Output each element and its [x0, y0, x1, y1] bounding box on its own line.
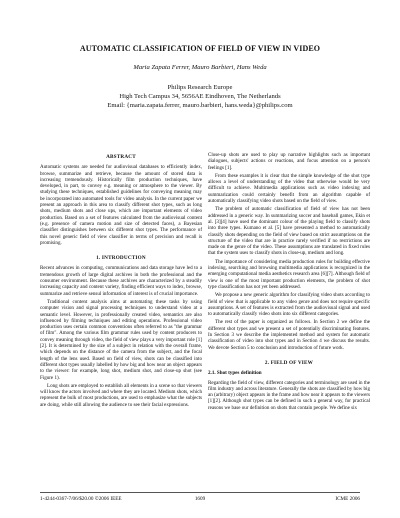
intro-paragraph: From these examples it is clear that the simple knowledge of the shot type allows a level of understanding of the video that otherwise would be very difficult to achieve. Multimedia applications such as video indexing and summarization could certainly benefit from an algorithm capable of automatically classifying video shots based on the field of view.	[208, 172, 370, 205]
page-footer	[40, 492, 360, 502]
footer-page-number: 1609	[194, 496, 206, 502]
section-paragraph: Regarding the field of view, different categories and terminology are used in the film industry and across literature. Generally the shots are classified by how big an (arbitrary) object appears in the frame and how near it appears to the viewers [1][2]. Although shot types can be defined in such a general way, for practical reasons we base our definition on shots that contain people. We define six	[208, 379, 370, 411]
intro-paragraph: The importance of considering media production rules for building effective indexing, searching and browsing multimedia applications is recognized in the emerging computational media aesthetics research area [6][7]. Although field of view is one of the most important production elements, the problem of shot type classification has not yet been addressed.	[208, 258, 370, 290]
introduction-heading: 1. INTRODUCTION	[96, 255, 146, 262]
footer-conference: ICME 2006	[335, 496, 360, 502]
right-column	[208, 152, 370, 413]
intro-paragraph: Close-up shots are used to play up narrative highlights such as important dialogues, subjects' actions or reactions, and focus attention on a person's feelings [1].	[208, 152, 370, 171]
affiliation-email: Email: {maria.zapata.ferrer, mauro.barbieri, hans.weda}@philips.com	[107, 102, 293, 109]
affiliation-org: Philips Research Europe	[167, 84, 233, 91]
affiliation-block	[0, 83, 400, 110]
intro-paragraph: The rest of the paper is organized as follows. In Section 2 we define the different shot types and we present a set of potentially discriminating features. In Section 3 we describe the implemented method and system for automatic classification of video into shot types and in Section 4 we discuss the results. We devote Section 5 to conclusion and introduction of future work.	[208, 319, 370, 351]
left-column	[40, 152, 202, 410]
abstract-text: Automatic systems are needed for audiovisual databases to efficiently index, browse, summarize and retrieve, because the amount of stored data is increasing tremendously. Historically film production techniques, have developed, in part, to convey e.g. meaning or atmosphere to the viewer. By studying these techniques, established guidelines for conveying meaning may be incorporated into automated tools for video analysis. In the current paper we present an approach in this area to classify different shot types, such as long shots, medium shots and close ups, which are important elements of video production. Based on a set of features calculated from the audiovisual content (e.g. presence of camera motion and size of detected faces), a Bayesian classifier distinguishes between six different shot types. The performance of this novel generic field of view classifier in terms of precision and recall is promising.	[40, 164, 202, 246]
intro-paragraph: The problem of automatic classification of field of view has not been addressed in a generic way. In summarizing soccer and baseball games, Ekin et al. [3][4] have used the dominant colour of the playing field to classify shots into three types. Kumano et al. [5] have presented a method to automatically classify shots depending on the field of view based on strict assumptions on the structure of the video that are in practice rarely verified if no restrictions are made on the genre of the video. These assumptions are translated in fixed rules that the system uses to classify shots in close-up, medium and long.	[208, 206, 370, 257]
intro-paragraph: We propose a new generic algorithm for classifying video shots according to field of view that is applicable to any video genre and does not require specific assumptions. A set of features is extracted from the audiovisual signal and used to automatically classify video shots into six different categories.	[208, 292, 370, 318]
paper-title: AUTOMATIC CLASSIFICATION OF FIELD OF VIEW IN VIDEO	[79, 44, 321, 53]
footer-isbn: 1-4244-0367-7/06/$20.00 ©2006 IEEE	[40, 496, 122, 502]
intro-paragraph: Long shots are employed to establish all elements in a scene so that viewers will know the actors involved and where they are located. Medium shots, which represent the bulk of most productions, are used to emphasize what the subjects are doing, while still allowing the audience to see their facial expressions.	[40, 382, 202, 408]
affiliation-address: High Tech Campus 34, 5656AE Eindhoven, The Netherlands	[119, 93, 281, 100]
intro-paragraph: Recent advances in computing, communications and data storage have led to a tremendous growth of large digital archives in both the professional and the consumer environment. Because these archives are characterized by a steadily increasing capacity and content variety, finding efficient ways to index, browse, summarize and retrieve sensul information of interest is of crucial importance.	[40, 265, 202, 297]
subsection-heading: 2.1. Shot types definition	[208, 370, 262, 377]
section2-heading: 2. FIELD OF VIEW	[264, 359, 314, 366]
intro-paragraph: Traditional content analysis aims at automating these tasks by using computer vision and signal processing techniques to understand video at a semantic level. However, in professionally created video, semantics are also influenced by filming techniques and editing operations. Professional video production uses certain common conventions often referred to as "the grammar of film". Among the various film grammar rules used by content producers to convey meaning through video, the field of view plays a very important role [1][2]. It is determined by the size of a subject in relation with the overall frame, which depends on the distance of the camera from the subject, and the focal length of the lens used. Based on field of view, shots can be classified into different shot types usually labelled by how big and how near an object appears to the viewer: for example, long shot, medium shot, and close-up shot (see Figure 1).	[40, 298, 202, 381]
author-list: Maria Zapata Ferrer, Mauro Barbieri, Hans Weda	[133, 64, 267, 71]
abstract-heading: ABSTRACT	[106, 154, 136, 160]
